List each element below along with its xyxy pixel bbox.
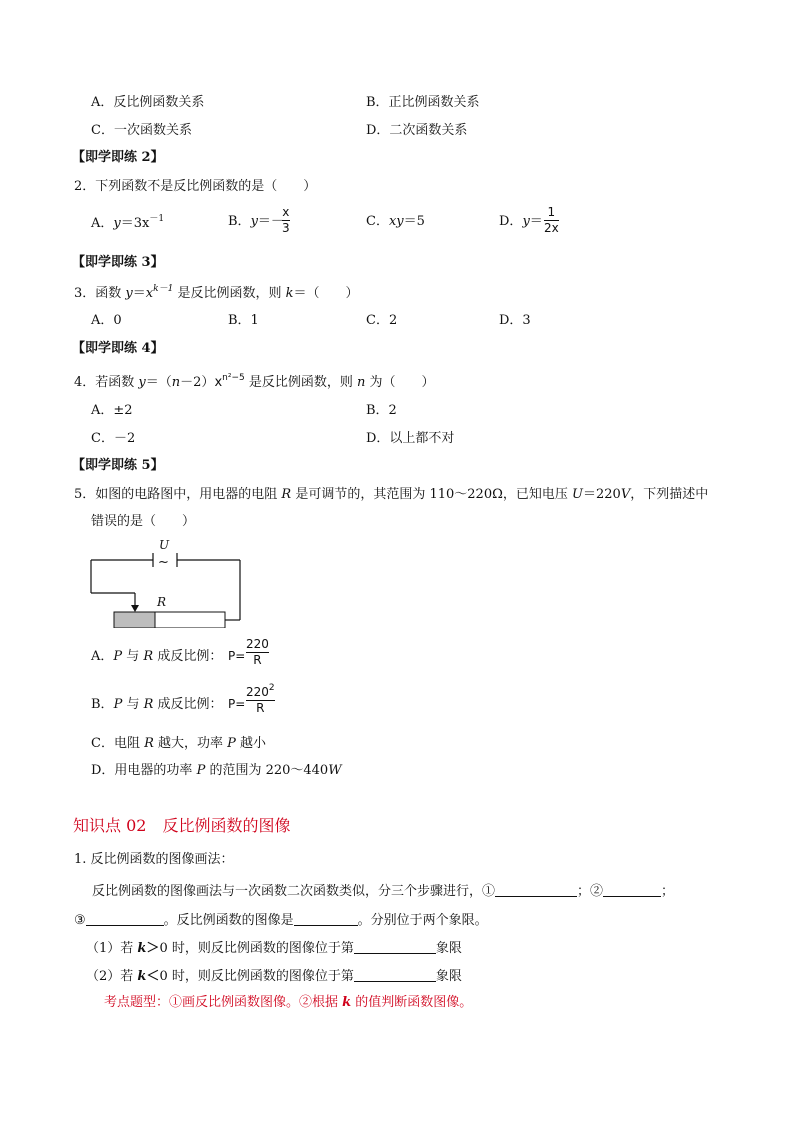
section-subitem-2: （2）若 k＜0 时，则反比例函数的图像位于第 象限 bbox=[86, 969, 462, 984]
section-title: 知识点 02 反比例函数的图像 bbox=[73, 816, 291, 835]
ex5-option-b-lhs: P= bbox=[228, 697, 246, 711]
ex5-question-line1: 5．如图的电路图中，用电器的电阻 R 是可调节的，其范围为 110～220Ω，已知电压 U＝220V，下列描述中 bbox=[74, 487, 709, 502]
ex5-option-a-fraction: 220 R bbox=[246, 637, 269, 667]
ex5-question-line2: 错误的是（ ） bbox=[91, 514, 196, 529]
section-item-1: 1. 反比例函数的图像画法： bbox=[74, 852, 234, 867]
ex2-question: 2．下列函数不是反比例函数的是（ ） bbox=[74, 179, 317, 194]
circuit-label-tilde: ~ bbox=[158, 555, 169, 570]
ex5-header: 【即学即练 5】 bbox=[72, 458, 164, 473]
ex4-header: 【即学即练 4】 bbox=[72, 341, 164, 356]
q1-option-a: A．反比例函数关系 bbox=[91, 95, 205, 110]
q1-option-b: B．正比例函数关系 bbox=[366, 95, 480, 110]
ex5-option-a-lhs: P= bbox=[228, 649, 246, 663]
ex2-option-b: B．y＝－ bbox=[228, 214, 284, 229]
ex2-option-c: C．xy＝5 bbox=[366, 214, 425, 229]
answer-blank-graph-shape[interactable] bbox=[294, 912, 358, 926]
ex2-option-a: A．$y=3x^{-1}$ bbox=[91, 214, 165, 231]
ex3-option-d: D．3 bbox=[499, 313, 531, 328]
circuit-diagram bbox=[85, 536, 250, 628]
answer-blank-quadrant-positive[interactable] bbox=[354, 940, 436, 954]
answer-blank-step3[interactable] bbox=[86, 912, 164, 926]
answer-blank-quadrant-negative[interactable] bbox=[354, 968, 436, 982]
ex3-option-c: C．2 bbox=[366, 313, 398, 328]
circuit-resistor-body bbox=[155, 612, 225, 628]
circuit-slider-arrow bbox=[131, 605, 139, 612]
ex2-option-b-fraction: x 3 bbox=[282, 205, 290, 235]
ex3-option-a: A．0 bbox=[91, 313, 122, 328]
ex5-option-d: D．用电器的功率 P 的范围为 220～440W bbox=[91, 763, 342, 778]
ex5-option-c: C．电阻 R 越大，功率 P 越小 bbox=[91, 736, 267, 751]
circuit-label-u: U bbox=[159, 538, 170, 552]
ex4-option-b: B．2 bbox=[366, 403, 397, 418]
ex4-option-a: A．±2 bbox=[91, 403, 133, 418]
answer-blank-step2[interactable] bbox=[603, 883, 661, 897]
circuit-resistor-shaded bbox=[114, 612, 155, 628]
ex3-question: 3．函数 $y=x^{k-1}$ 是反比例函数，则 k＝（ ） bbox=[74, 284, 359, 301]
section-paragraph-2: ③ 。反比例函数的图像是 。分别位于两个象限。 bbox=[74, 913, 488, 928]
answer-blank-step1[interactable] bbox=[495, 883, 577, 897]
ex2-option-d-fraction: 1 2x bbox=[544, 205, 559, 235]
ex2-header: 【即学即练 2】 bbox=[72, 150, 164, 165]
ex5-option-b-fraction: $220^2$ R bbox=[246, 683, 275, 715]
circuit-label-r: R bbox=[157, 595, 167, 609]
section-note: 考点题型：①画反比例函数图像。②根据 k 的值判断函数图像。 bbox=[104, 995, 473, 1010]
q1-option-c: C．一次函数关系 bbox=[91, 123, 192, 138]
section-subitem-1: （1）若 k＞0 时，则反比例函数的图像位于第 象限 bbox=[86, 941, 462, 956]
ex4-option-c: C．－2 bbox=[91, 431, 136, 446]
ex3-header: 【即学即练 3】 bbox=[72, 255, 164, 270]
ex4-option-d: D．以上都不对 bbox=[366, 431, 455, 446]
ex3-option-b: B．1 bbox=[228, 313, 259, 328]
q1-option-d: D．二次函数关系 bbox=[366, 123, 468, 138]
ex2-option-d: D．y＝ bbox=[499, 214, 543, 229]
ex4-question: 4．若函数 $y=(n-2)x^{n^2-5}$ 是反比例函数，则 n 为（ ） bbox=[74, 373, 435, 390]
section-paragraph-1: 反比例函数的图像画法与一次函数二次函数类似，分三个步骤进行，① ；② ； bbox=[92, 884, 675, 899]
ex5-option-a: A．P 与 R 成反比例： bbox=[91, 649, 223, 664]
ex5-option-b: B．P 与 R 成反比例： bbox=[91, 697, 223, 712]
